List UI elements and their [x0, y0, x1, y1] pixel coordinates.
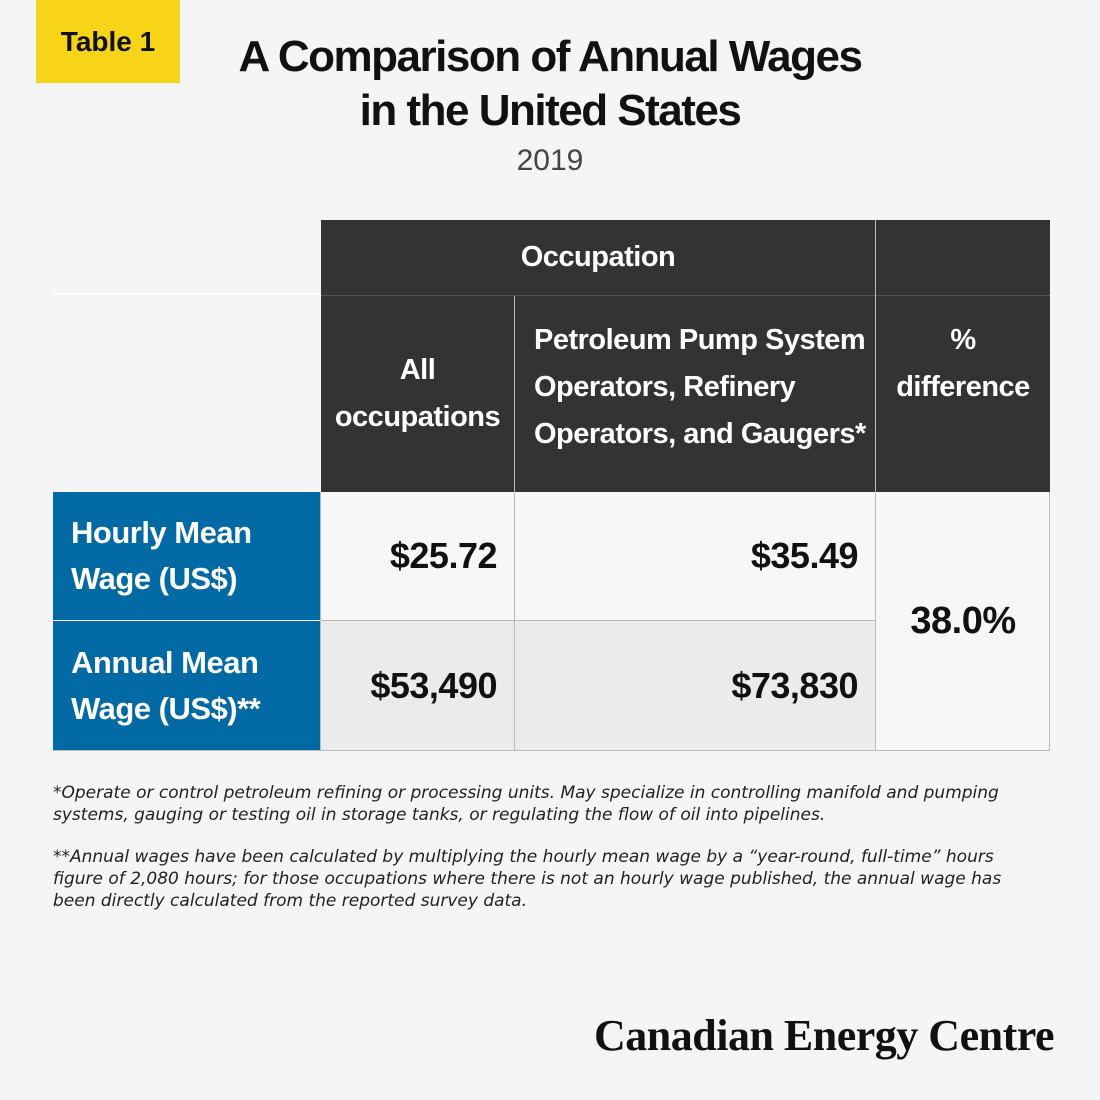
value-annual-all: $53,490 — [370, 665, 497, 706]
col-diff-line-1: % — [950, 324, 976, 356]
title-line-2: in the United States — [359, 86, 741, 135]
page-title — [200, 30, 900, 138]
group-header-empty-cell — [876, 220, 1050, 295]
occupation-header-label: Occupation — [520, 241, 676, 273]
value-hourly-petro: $35.49 — [750, 535, 858, 576]
grid-hline-bottom — [53, 750, 1050, 751]
column-header-all-occupations — [321, 296, 514, 492]
cell-percent-difference — [876, 492, 1050, 751]
brand-logo: Canadian Energy Centre — [594, 1011, 1054, 1060]
grid-vline-1 — [514, 296, 515, 751]
grid-vline-2 — [875, 220, 876, 751]
col-petro-line-2: Operators, Refinery — [534, 371, 796, 403]
title-line-1: A Comparison of Annual Wages — [238, 32, 862, 81]
col-all-line-1: All — [399, 354, 436, 386]
row-annual-line-2: Wage (US$)** — [71, 691, 261, 726]
row-hourly-line-1: Hourly Mean — [71, 515, 252, 550]
col-petro-line-3: Operators, and Gaugers* — [534, 418, 866, 450]
occupation-group-header — [321, 220, 875, 295]
row-label-hourly — [53, 492, 321, 620]
grid-hline-mid — [321, 620, 876, 621]
value-annual-petro: $73,830 — [731, 665, 858, 706]
column-header-petroleum — [515, 296, 875, 492]
year-subtitle: 2019 — [516, 144, 584, 177]
col-petro-line-1: Petroleum Pump System — [534, 324, 866, 356]
header-divider-line — [53, 293, 321, 295]
grid-vline-right — [1049, 492, 1050, 751]
row-hourly-line-2: Wage (US$) — [71, 561, 238, 596]
cell-hourly-all — [321, 492, 515, 620]
grid-vline-left — [320, 492, 321, 751]
label-row-divider — [53, 620, 321, 621]
table-number-tag — [36, 0, 180, 83]
col-all-line-2: occupations — [334, 401, 501, 433]
col-diff-line-2: difference — [896, 371, 1030, 403]
cell-hourly-petro — [515, 492, 876, 620]
row-label-annual — [53, 621, 321, 751]
value-hourly-all: $25.72 — [389, 535, 497, 576]
row-annual-line-1: Annual Mean — [71, 645, 259, 680]
header-row-divider — [321, 295, 1050, 296]
cell-annual-all — [321, 621, 515, 751]
column-header-difference — [876, 296, 1050, 492]
value-percent-difference: 38.0% — [910, 600, 1016, 642]
table-number-label: Table 1 — [60, 25, 156, 57]
footnote-2: **Annual wages have been calculated by multiplying the hourly mean wage by a “year-round, full-time” hours figure of 2,080 hours; for those occupations where there is not an hourly wage published, the annual wage has been directly calculated from the reported survey data. — [53, 847, 1002, 911]
footnote-1: *Operate or control petroleum refining or processing units. May specialize in controlling manifold and pumping systems, gauging or testing oil in storage tanks, or regulating the flow of oil into pipelines. — [53, 783, 999, 825]
cell-annual-petro — [515, 621, 876, 751]
